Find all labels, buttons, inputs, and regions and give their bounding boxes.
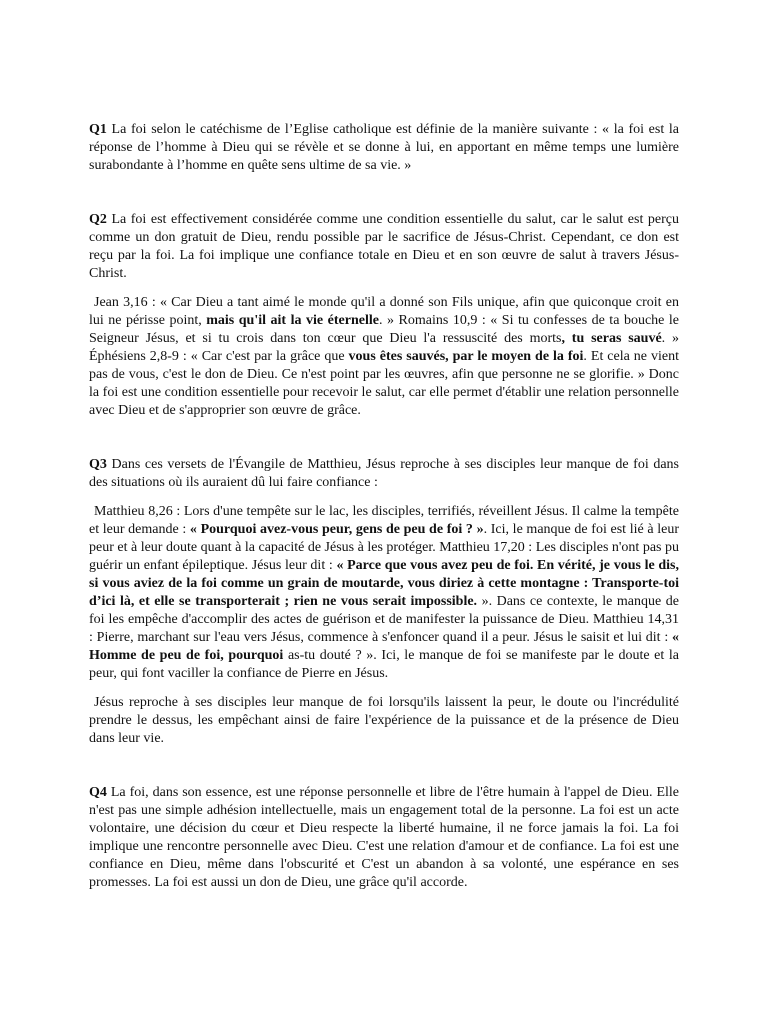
q3-scripture-paragraph bbox=[89, 503, 679, 683]
q3-scripture-text: Matthieu 8,26 : Lors d'une tempête sur le lac, les disciples, terrifiés, réveillent Jésus. Il calme la tempête et leur demande : bbox=[89, 504, 679, 537]
document-page bbox=[89, 121, 679, 892]
q3-scripture-bold: « Pourquoi avez-vous peur, gens de peu de foi ? » bbox=[189, 522, 484, 537]
q2-scripture-text: . » Éphésiens 2,8-9 : « Car c'est par la grâce que bbox=[89, 331, 679, 364]
q3-scripture-bold: « Homme de peu de foi, pourquoi bbox=[89, 630, 679, 663]
q2-scripture-text: . Et cela ne vient pas de vous, c'est le don de Dieu. Ce n'est point par les œuvres, afin que personne ne se glorifie. » Donc la foi est une condition essentielle pour recevoir le salut, car elle permet d'établir une relation personnelle avec Dieu et de s'approprier son œuvre de grâce. bbox=[89, 349, 679, 418]
q3-label: Q3 bbox=[89, 457, 107, 472]
q3-scripture-bold: « Parce que vous avez peu de foi. En vérité, je vous le dis, si vous aviez de la foi comme un grain de moutarde, vous diriez à cette montagne : Transporte-toi d’ici là, et elle se transporterait ; rien ne vous serait impossible. bbox=[89, 558, 679, 609]
q2-scripture-bold: , tu seras sauvé bbox=[561, 331, 662, 346]
q3-conclusion-text: Jésus reproche à ses disciples leur manque de foi lorsqu'ils laissent la peur, le doute ou l'incrédulité prendre le dessus, les empêchant ainsi de faire l'expérience de la puissance et de la présence de Dieu dans leur vie. bbox=[89, 695, 679, 746]
q2-label: Q2 bbox=[89, 212, 107, 227]
q1-label: Q1 bbox=[89, 122, 107, 137]
q4-label: Q4 bbox=[89, 785, 107, 800]
q2-text: La foi est effectivement considérée comme une condition essentielle du salut, car le salut est perçu comme un don gratuit de Dieu, rendu possible par le sacrifice de Jésus-Christ. Cependant, ce don est reçu par la foi. La foi implique une confiance totale en Dieu et en son œuvre de salut à travers Jésus-Christ. bbox=[89, 212, 679, 281]
q3-conclusion-paragraph bbox=[89, 694, 679, 748]
q2-scripture-text: . » Romains 10,9 : « Si tu confesses de ta bouche le Seigneur Jésus, et si tu crois dans ton cœur que Dieu l'a ressuscité des morts bbox=[89, 313, 679, 346]
q2-scripture-text: Jean 3,16 : « Car Dieu a tant aimé le monde qu'il a donné son Fils unique, afin que quiconque croit en lui ne périsse point, bbox=[89, 295, 679, 328]
q4-text: La foi, dans son essence, est une réponse personnelle et libre de l'être humain à l'appel de Dieu. Elle n'est pas une simple adhésion intellectuelle, mais un engagement total de la personne. La foi est un acte volontaire, une décision du cœur et Dieu respecte la liberté humaine, il ne force jamais la foi. La foi implique une rencontre personnelle avec Dieu. C'est une relation d'amour et de confiance. La foi est une confiance en Dieu, même dans l'obscurité et C'est un abandon à sa volonté, une espérance en ses promesses. La foi est aussi un don de Dieu, une grâce qu'il accorde. bbox=[89, 785, 679, 890]
q2-paragraph bbox=[89, 211, 679, 283]
q1-text: La foi selon le catéchisme de l’Eglise catholique est définie de la manière suivante : « la foi est la réponse de l’homme à Dieu qui se révèle et se donne à lui, en apportant en même temps une lumière surabondante à l’homme en quête sens ultime de sa vie. » bbox=[89, 122, 679, 173]
q3-scripture-text: as-tu douté ? ». Ici, le manque de foi se manifeste par le doute et la peur, qui font vaciller la confiance de Pierre en Jésus. bbox=[89, 648, 679, 681]
q1-paragraph bbox=[89, 121, 679, 175]
q4-paragraph bbox=[89, 784, 679, 892]
q2-scripture-bold: mais qu'il ait la vie éternelle bbox=[206, 313, 379, 328]
q3-scripture-text: ». Dans ce contexte, le manque de foi les empêche d'accomplir des actes de guérison et de manifester la puissance de Dieu. Matthieu 14,31 : Pierre, marchant sur l'eau vers Jésus, commence à s'enfoncer quand il a peur. Jésus le saisit et lui dit : bbox=[89, 594, 679, 645]
q3-text: Dans ces versets de l'Évangile de Matthieu, Jésus reproche à ses disciples leur manque de foi dans des situations où ils auraient dû lui faire confiance : bbox=[89, 457, 679, 490]
q2-scripture-bold: vous êtes sauvés, par le moyen de la foi bbox=[348, 349, 584, 364]
q3-paragraph bbox=[89, 456, 679, 492]
q2-scripture-paragraph bbox=[89, 294, 679, 420]
q3-scripture-text: . Ici, le manque de foi est lié à leur peur et à leur doute quant à la capacité de Jésus à les protéger. Matthieu 17,20 : Les disciples n'ont pas pu guérir un enfant épileptique. Jésus leur dit : bbox=[89, 522, 679, 573]
